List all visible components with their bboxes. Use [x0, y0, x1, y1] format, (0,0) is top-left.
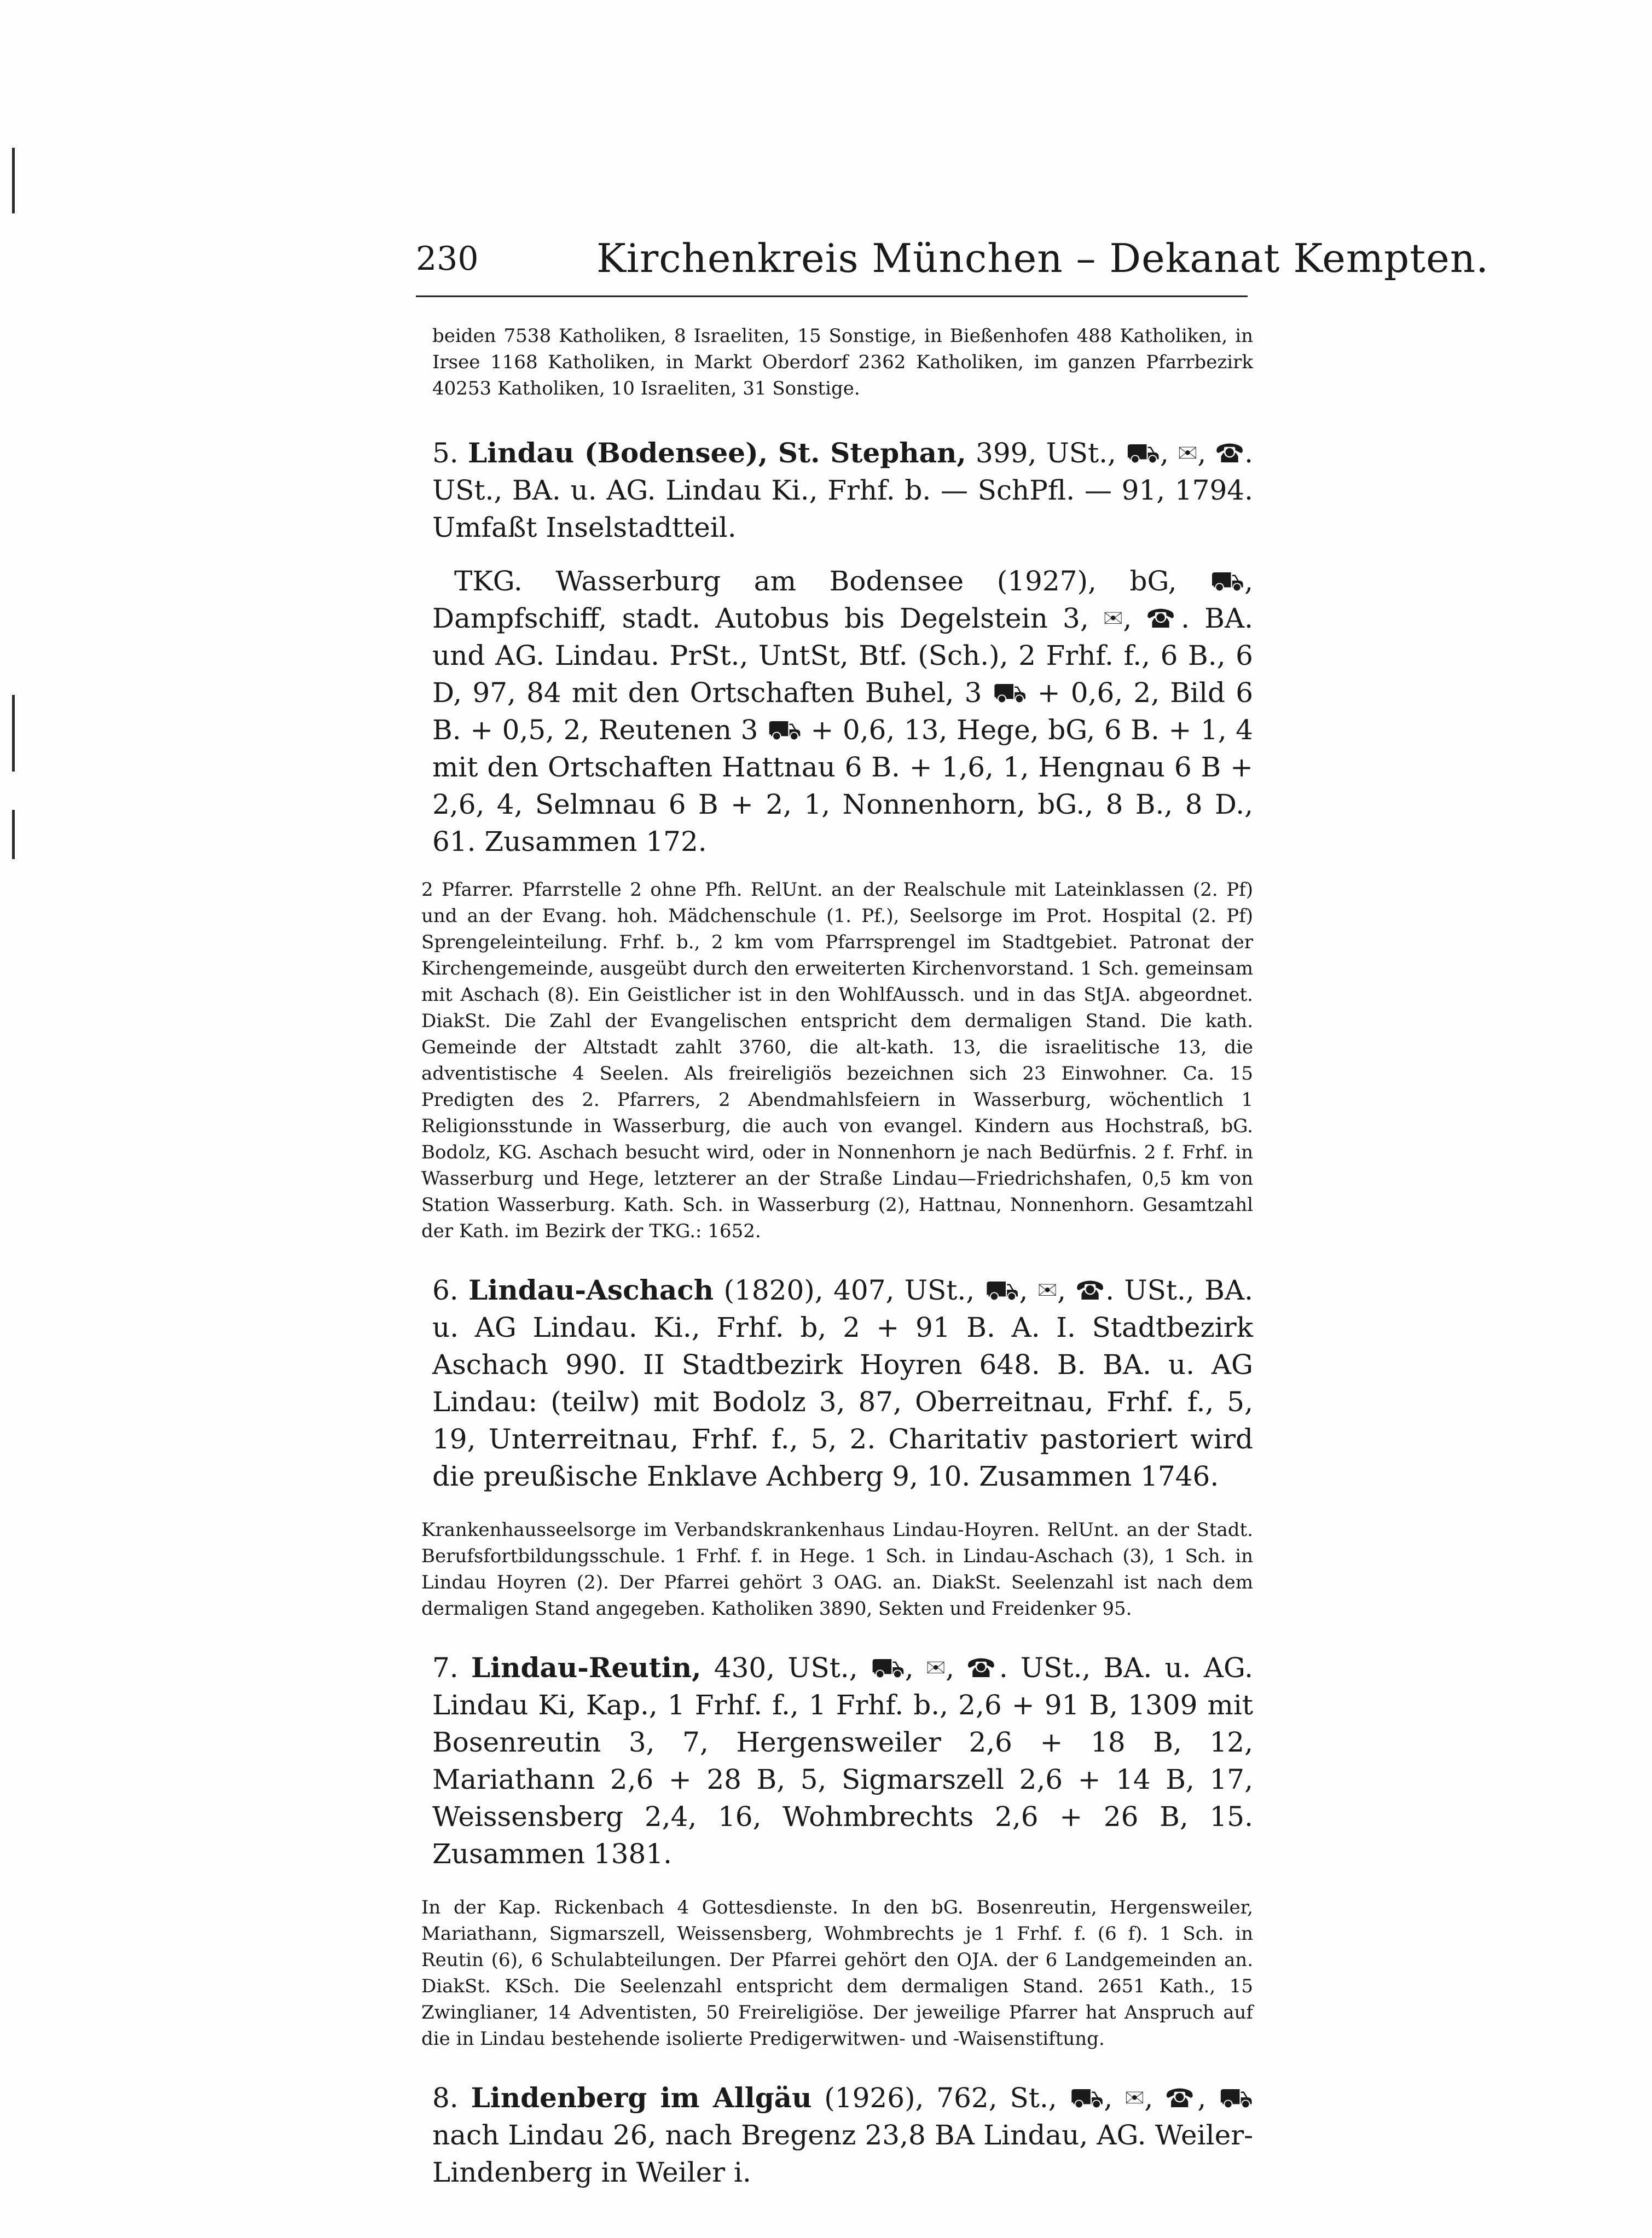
scan-margin-mark [12, 810, 15, 859]
entry-number: 5. [432, 437, 459, 469]
entry-8 [432, 2079, 1253, 2191]
running-head: Kirchenkreis München – Dekanat Kempten. [596, 235, 1489, 281]
entry-text: 399, USt., ⛟, ✉, ☎. USt., BA. u. AG. Lindau Ki., Frhf. b. — SchPfl. — 91, 1794. Umfaßt Inselstadtteil. [432, 437, 1254, 543]
entry-6-note: Krankenhausseelsorge im Verbandskrankenhaus Lindau-Hoyren. RelUnt. an der Stadt. Berufsfortbildungsschule. 1 Frhf. f. in Hege. 1 Sch. in Lindau-Aschach (3), 1 Sch. in Lindau Hoyren (2). Der Pfarrei gehört 3 OAG. an. DiakSt. Seelenzahl ist nach dem dermaligen Stand angegeben. Katholiken 3890, Sekten und Freidenker 95. [421, 1519, 1253, 1620]
header-rule [416, 295, 1248, 297]
scan-margin-mark [12, 148, 15, 213]
page-header [416, 235, 1489, 295]
entry-number: 8. [432, 2082, 459, 2114]
page-body [421, 323, 1254, 2191]
entry-number: 6. [432, 1274, 459, 1306]
entry-7-note: In der Kap. Rickenbach 4 Gottesdienste. In den bG. Bosenreutin, Hergensweiler, Mariathann, Sigmarszell, Weissensberg, Wohmbrechts je 1 Frhf. f. (6 f). 1 Sch. in Reutin (6), 6 Schulabteilungen. Der Pfarrei gehört den OJA. der 6 Landgemeinden an. DiakSt. KSch. Die Seelenzahl entspricht dem dermaligen Stand. 2651 Kath., 15 Zwinglianer, 14 Adventisten, 50 Freireligiöse. Der jeweilige Pfarrer hat Anspruch auf die in Lindau bestehende isolierte Predigerwitwen- und -Waisenstiftung. [421, 1897, 1253, 2050]
entry-text: (1820), 407, USt., ⛟, ✉, ☎. USt., BA. u. AG Lindau. Ki., Frhf. b, 2 + 91 B. A. I. Stadtbezirk Aschach 990. II Stadtbezirk Hoyren 648. B. BA. u. AG Lindau: (teilw) mit Bodolz 3, 87, Oberreitnau, Frhf. f., 5, 19, Unterreitnau, Frhf. f., 5, 2. Charitativ pastoriert wird die preußische Enklave Achberg 9, 10. Zusammen 1746. [432, 1274, 1253, 1492]
entry-name: Lindenberg im Allgäu [471, 2082, 812, 2114]
entry-5-tkg-paragraph: TKG. Wasserburg am Bodensee (1927), bG, ⛟, Dampfschiff, stadt. Autobus bis Degelstein 3, ✉, ☎. BA. und AG. Lindau. PrSt., UntSt, Btf. (Sch.), 2 Frhf. f., 6 B., 6 D, 97, 84 mit den Ortschaften Buhel, 3 ⛟ + 0,6, 2, Bild 6 B. + 0,5, 2, Reutenen 3 ⛟ + 0,6, 13, Hege, bG, 6 B. + 1, 4 mit den Ortschaften Hattnau 6 B. + 1,6, 1, Hengnau 6 B + 2,6, 4, Selmnau 6 B + 2, 1, Nonnenhorn, bG., 8 B., 8 D., 61. Zusammen 172. [432, 565, 1253, 857]
page-number: 230 [416, 240, 479, 278]
intro-paragraph: beiden 7538 Katholiken, 8 Israeliten, 15 Sonstige, in Bießenhofen 488 Katholiken, in Irsee 1168 Katholiken, in Markt Oberdorf 2362 Katholiken, im ganzen Pfarrbezirk 40253 Katholiken, 10 Israeliten, 31 Sonstige. [432, 325, 1253, 399]
entry-name: Lindau-Reutin, [471, 1651, 702, 1684]
entry-5-note: 2 Pfarrer. Pfarrstelle 2 ohne Pfh. RelUnt. an der Realschule mit Lateinklassen (2. Pf) und an der Evang. hoh. Mädchenschule (1. Pf.), Seelsorge im Prot. Hospital (2. Pf) Sprengeleinteilung. Frhf. b., 2 km vom Pfarrsprengel im Stadtgebiet. Patronat der Kirchengemeinde, ausgeübt durch den erweiterten Kirchenvorstand. 1 Sch. gemeinsam mit Aschach (8). Ein Geistlicher ist in den WohlfAussch. und in das StJA. abgeordnet. DiakSt. Die Zahl der Evangelischen entspricht dem dermaligen Stand. Die kath. Gemeinde der Altstadt zahlt 3760, die alt-kath. 13, die israelitische 13, die adventistische 4 Seelen. Als freireligiös bezeichnen sich 23 Einwohner. Ca. 15 Predigten des 2. Pfarrers, 2 Abendmahlsfeiern in Wasserburg, wöchentlich 1 Religionsstunde in Wasserburg, die auch von evangel. Kindern aus Hochstraß, bG. Bodolz, KG. Aschach besucht wird, oder in Nonnenhorn je nach Bedürfnis. 2 f. Frhf. in Wasserburg und Hege, letzterer an der Straße Lindau—Friedrichshafen, 0,5 km von Station Wasserburg. Kath. Sch. in Wasserburg (2), Hattnau, Nonnenhorn. Gesamtzahl der Kath. im Bezirk der TKG.: 1652. [421, 879, 1253, 1242]
entry-number: 7. [432, 1652, 459, 1684]
entry-text: 430, USt., ⛟, ✉, ☎. USt., BA. u. AG. Lindau Ki, Kap., 1 Frhf. f., 1 Frhf. b., 2,6 + 91 B, 1309 mit Bosenreutin 3, 7, Hergensweiler 2,6 + 18 B, 12, Mariathann 2,6 + 28 B, 5, Sigmarszell 2,6 + 14 B, 17, Weissensberg 2,4, 16, Wohmbrechts 2,6 + 26 B, 15. Zusammen 1381. [432, 1652, 1253, 1870]
entry-6 [432, 1272, 1253, 1495]
entry-name: Lindau-Aschach [468, 1274, 714, 1306]
entry-text: (1926), 762, St., ⛟, ✉, ☎, ⛟ nach Lindau 26, nach Bregenz 23,8 BA Lindau, AG. Weiler-Lindenberg in Weiler i. [432, 2082, 1253, 2188]
entry-5 [432, 434, 1253, 546]
scan-margin-mark [12, 695, 15, 772]
entry-7 [432, 1649, 1253, 1872]
entry-name: Lindau (Bodensee), St. Stephan, [467, 437, 966, 469]
